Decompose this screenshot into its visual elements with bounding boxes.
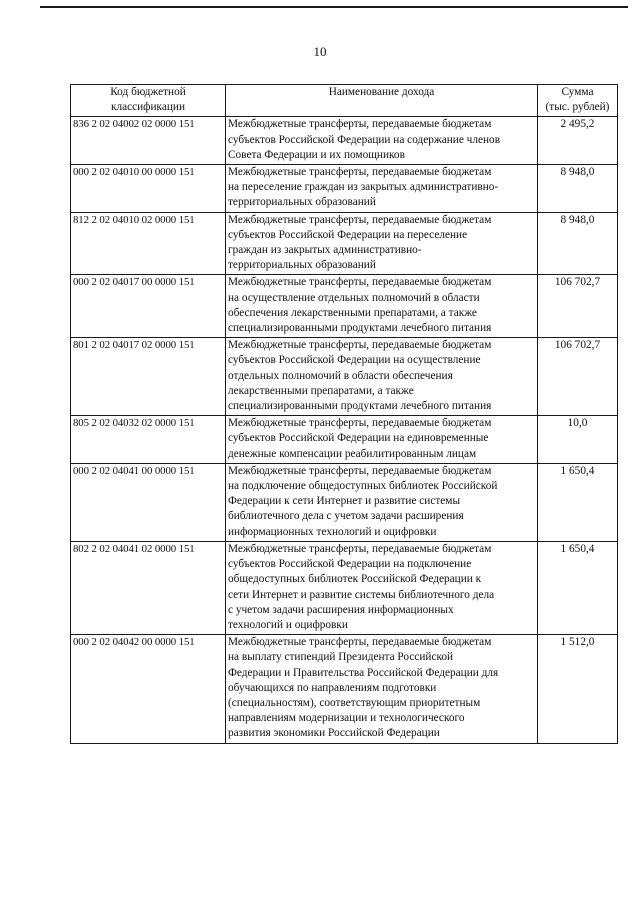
- income-name-line: субъектов Российской Федерации на содержание членов: [228, 133, 501, 146]
- table-row: [71, 338, 618, 416]
- income-name-line: Межбюджетные трансферты, передаваемые бюджетам: [228, 213, 492, 226]
- income-name-cell: [226, 275, 538, 338]
- income-name-line: отдельных полномочий в области обеспечения: [228, 369, 453, 382]
- income-name-line: Федерации к сети Интернет и развитие системы: [228, 495, 461, 508]
- income-name-cell: [226, 463, 538, 541]
- budget-code-cell: 812 2 02 04010 02 0000 151: [71, 212, 226, 275]
- income-name-cell: [226, 541, 538, 634]
- header-code: Код бюджетной классификации: [71, 85, 226, 117]
- page-number: 10: [313, 44, 327, 59]
- budget-code-cell: 805 2 02 04032 02 0000 151: [71, 416, 226, 464]
- budget-table: [70, 84, 618, 744]
- income-name-line: Межбюджетные трансферты, передаваемые бюджетам: [228, 339, 492, 352]
- income-name-cell: [226, 635, 538, 743]
- income-name-line: Межбюджетные трансферты, передаваемые бюджетам: [228, 542, 492, 555]
- budget-code-cell: 000 2 02 04010 00 0000 151: [71, 165, 226, 213]
- income-name-line: специализированными продуктами лечебного питания: [228, 322, 492, 335]
- header-sum: Сумма (тыс. рублей): [538, 85, 618, 117]
- table-row: [71, 541, 618, 634]
- income-name-cell: [226, 338, 538, 416]
- income-name-line: лекарственными препаратами, а также: [228, 384, 414, 397]
- top-rule: [40, 6, 628, 8]
- income-name-line: технологий и оцифровки: [228, 618, 348, 631]
- table-row: [71, 212, 618, 275]
- amount-cell: 8 948,0: [538, 165, 618, 213]
- income-name-line: развития экономики Российской Федерации: [228, 727, 440, 740]
- income-name-line: денежные компенсации реабилитированным лицам: [228, 447, 477, 460]
- income-name-line: субъектов Российской Федерации на единовременные: [228, 432, 489, 445]
- amount-cell: 1 512,0: [538, 635, 618, 743]
- income-name-line: (специальностям), соответствующим приоритетным: [228, 696, 481, 709]
- table-header-row: [71, 85, 618, 117]
- income-name-line: специализированными продуктами лечебного питания: [228, 400, 492, 413]
- budget-code-cell: 801 2 02 04017 02 0000 151: [71, 338, 226, 416]
- income-name-cell: [226, 212, 538, 275]
- income-name-line: Совета Федерации и их помощников: [228, 148, 405, 161]
- header-name: Наименование дохода: [226, 85, 538, 117]
- income-name-line: информационных технологий и оцифровки: [228, 525, 437, 538]
- income-name-line: территориальных образований: [228, 259, 376, 272]
- table-row: [71, 416, 618, 464]
- budget-code-cell: 000 2 02 04042 00 0000 151: [71, 635, 226, 743]
- income-name-line: общедоступных библиотек Российской Федерации к: [228, 573, 482, 586]
- budget-code-cell: 000 2 02 04017 00 0000 151: [71, 275, 226, 338]
- income-name-line: Межбюджетные трансферты, передаваемые бюджетам: [228, 118, 492, 131]
- income-name-line: с учетом задачи расширения информационных: [228, 603, 454, 616]
- table-row: [71, 165, 618, 213]
- amount-cell: 2 495,2: [538, 117, 618, 165]
- income-name-line: библиотечного дела с учетом задачи расширения: [228, 510, 464, 523]
- amount-cell: 106 702,7: [538, 275, 618, 338]
- table-row: [71, 275, 618, 338]
- income-name-line: направлениям модернизации и технологического: [228, 712, 465, 725]
- income-name-line: на переселение граждан из закрытых административно-: [228, 181, 499, 194]
- income-name-line: Федерации и Правительства Российской Федерации для: [228, 666, 499, 679]
- amount-cell: 106 702,7: [538, 338, 618, 416]
- income-name-cell: [226, 416, 538, 464]
- income-name-line: территориальных образований: [228, 196, 376, 209]
- income-name-line: Межбюджетные трансферты, передаваемые бюджетам: [228, 276, 492, 289]
- income-name-cell: [226, 117, 538, 165]
- table-body: [71, 117, 618, 743]
- income-name-line: Межбюджетные трансферты, передаваемые бюджетам: [228, 166, 492, 179]
- budget-code-cell: 000 2 02 04041 00 0000 151: [71, 463, 226, 541]
- income-name-line: на подключение общедоступных библиотек Российской: [228, 480, 498, 493]
- income-name-line: субъектов Российской Федерации на осуществление: [228, 354, 481, 367]
- amount-cell: 8 948,0: [538, 212, 618, 275]
- income-name-line: на выплату стипендий Президента Российской: [228, 651, 454, 664]
- income-name-cell: [226, 165, 538, 213]
- income-name-line: Межбюджетные трансферты, передаваемые бюджетам: [228, 417, 492, 430]
- table-row: [71, 117, 618, 165]
- table-row: [71, 635, 618, 743]
- income-name-line: обучающихся по направлениям подготовки: [228, 681, 437, 694]
- income-name-line: Межбюджетные трансферты, передаваемые бюджетам: [228, 636, 492, 649]
- table-row: [71, 463, 618, 541]
- income-name-line: обеспечения лекарственными препаратами, а также: [228, 306, 477, 319]
- income-name-line: субъектов Российской Федерации на переселение: [228, 228, 468, 241]
- budget-code-cell: 836 2 02 04002 02 0000 151: [71, 117, 226, 165]
- income-name-line: на осуществление отдельных полномочий в области: [228, 291, 480, 304]
- income-name-line: Межбюджетные трансферты, передаваемые бюджетам: [228, 464, 492, 477]
- income-name-line: сети Интернет и развитие системы библиотечного дела: [228, 588, 495, 601]
- amount-cell: 1 650,4: [538, 541, 618, 634]
- amount-cell: 10,0: [538, 416, 618, 464]
- budget-code-cell: 802 2 02 04041 02 0000 151: [71, 541, 226, 634]
- income-name-line: граждан из закрытых административно-: [228, 244, 422, 257]
- income-name-line: субъектов Российской Федерации на подключение: [228, 558, 472, 571]
- amount-cell: 1 650,4: [538, 463, 618, 541]
